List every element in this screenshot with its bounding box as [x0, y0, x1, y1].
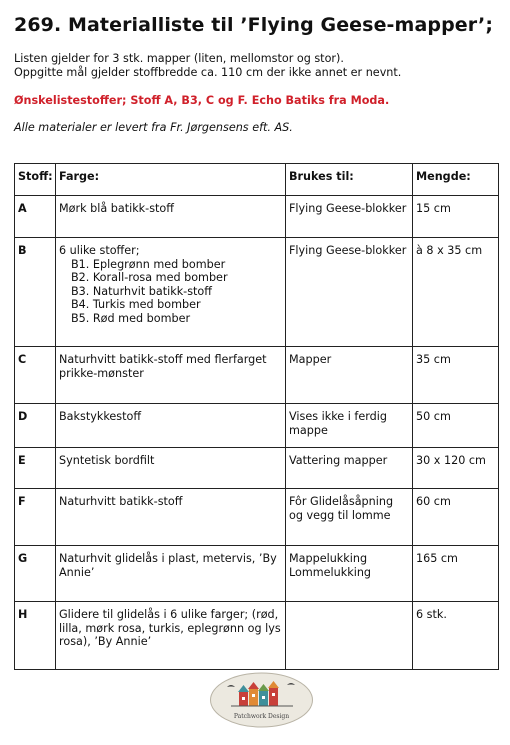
- cell-mengde: 15 cm: [413, 196, 499, 238]
- cell-farge: Glidere til glidelås i 6 ulike farger; (rød, lilla, mørk rosa, turkis, eplegrønn og lys rosa), ’By Annie’: [56, 602, 286, 670]
- cell-stoff: E: [15, 448, 56, 489]
- wishlist-note: Ønskelistestoffer; Stoff A, B3, C og F. Echo Batiks fra Moda.: [14, 94, 390, 107]
- cell-brukes: Flying Geese-blokker: [286, 238, 413, 347]
- cell-mengde: 6 stk.: [413, 602, 499, 670]
- cell-stoff: F: [15, 489, 56, 546]
- list-item: B2. Korall-rosa med bomber: [71, 271, 228, 284]
- cell-mengde: 35 cm: [413, 347, 499, 404]
- table-row: [15, 602, 499, 670]
- header-mengde: Mengde:: [413, 164, 499, 196]
- table-row: [15, 347, 499, 404]
- list-item: B3. Naturhvit batikk-stoff: [71, 284, 212, 298]
- cell-farge: [56, 238, 286, 347]
- cell-stoff: G: [15, 546, 56, 602]
- table-row: [15, 404, 499, 448]
- header-farge: Farge:: [56, 164, 286, 196]
- cell-farge-intro: 6 ulike stoffer;: [59, 244, 140, 257]
- list-item: B1. Eplegrønn med bomber: [71, 257, 226, 271]
- page-title: 269. Materialliste til ’Flying Geese-mapper’;: [14, 14, 494, 36]
- cell-farge: Bakstykkestoff: [56, 404, 286, 448]
- cell-farge: Naturhvitt batikk-stoff med flerfarget prikke-mønster: [56, 347, 286, 404]
- cell-mengde: 60 cm: [413, 489, 499, 546]
- table-row: [15, 546, 499, 602]
- cell-brukes: Vises ikke i ferdig mappe: [286, 404, 413, 448]
- cell-brukes: Mapper: [286, 347, 413, 404]
- cell-brukes: Vattering mapper: [286, 448, 413, 489]
- cell-farge: Syntetisk bordfilt: [56, 448, 286, 489]
- cell-mengde: 50 cm: [413, 404, 499, 448]
- header-brukes: Brukes til:: [286, 164, 413, 196]
- cell-stoff: B: [15, 238, 56, 347]
- intro-line-1: Listen gjelder for 3 stk. mapper (liten, mellomstor og stor).: [14, 52, 344, 65]
- header-stoff: Stoff:: [15, 164, 56, 196]
- cell-mengde: 30 x 120 cm: [413, 448, 499, 489]
- list-item: B5. Rød med bomber: [71, 311, 191, 325]
- table-header-row: [15, 164, 499, 196]
- list-item: B4. Turkis med bomber: [71, 298, 201, 311]
- table-row: [15, 489, 499, 546]
- cell-stoff: C: [15, 347, 56, 404]
- cell-stoff: A: [15, 196, 56, 238]
- cell-brukes: Fôr Glidelåsåpning og vegg til lomme: [286, 489, 413, 546]
- table-row: [15, 196, 499, 238]
- supplier-note: Alle materialer er levert fra Fr. Jørgensens eft. AS.: [14, 121, 293, 134]
- table-row: [15, 448, 499, 489]
- cell-brukes: Flying Geese-blokker: [286, 196, 413, 238]
- intro-line-2: Oppgitte mål gjelder stoffbredde ca. 110 cm der ikke annet er nevnt.: [14, 66, 402, 79]
- cell-farge: Mørk blå batikk-stoff: [56, 196, 286, 238]
- cell-brukes: Mappelukking Lommelukking: [286, 546, 413, 602]
- cell-stoff: D: [15, 404, 56, 448]
- materials-table: [14, 163, 499, 670]
- patchwork-design-logo: [209, 671, 314, 729]
- intro-text: [14, 52, 401, 80]
- logo-text: Patchwork Design: [233, 713, 290, 720]
- cell-mengde: 165 cm: [413, 546, 499, 602]
- sub-fabric-list: [59, 258, 282, 326]
- cell-mengde: à 8 x 35 cm: [413, 238, 499, 347]
- cell-stoff: H: [15, 602, 56, 670]
- cell-farge: Naturhvitt batikk-stoff: [56, 489, 286, 546]
- cell-farge: Naturhvit glidelås i plast, metervis, ’By Annie’: [56, 546, 286, 602]
- table-row: [15, 238, 499, 347]
- cell-brukes: [286, 602, 413, 670]
